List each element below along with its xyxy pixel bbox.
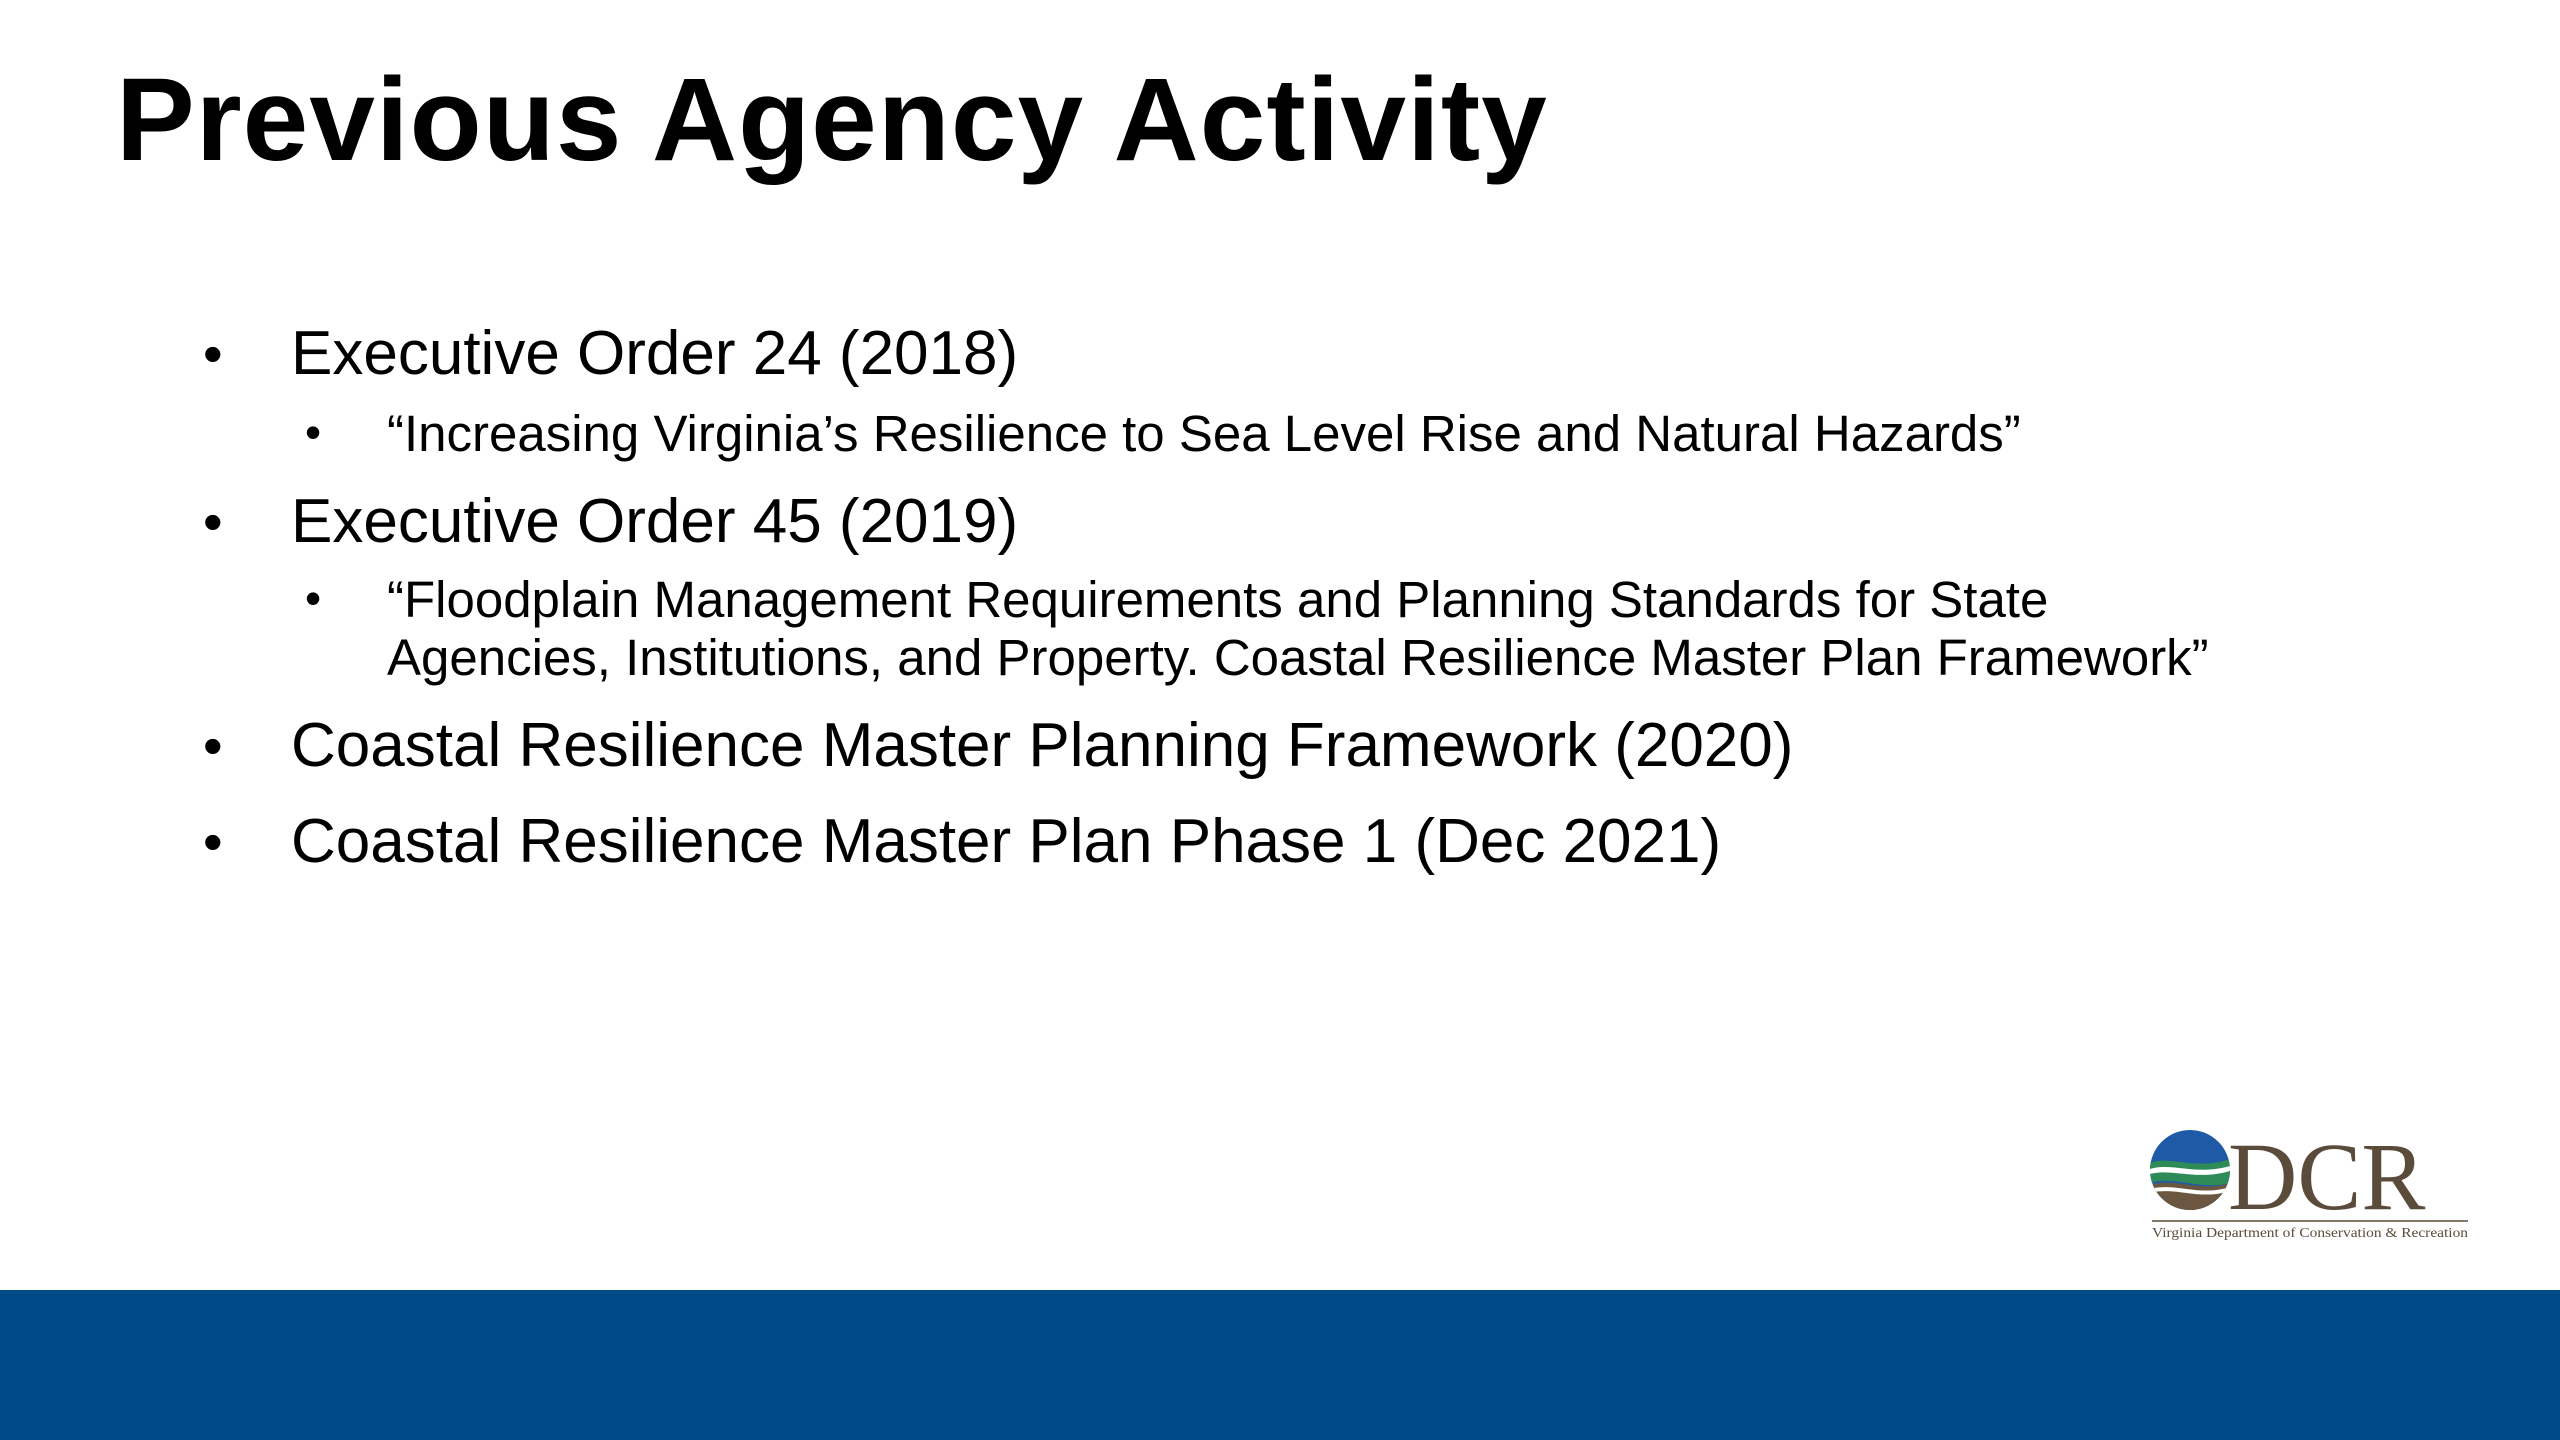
- bullet-item: [203, 710, 1794, 782]
- logo-tagline: Virginia Department of Conservation & Recreation: [2152, 1225, 2469, 1240]
- bullet-dot: •: [203, 322, 223, 385]
- bullet-text: Executive Order 45 (2019): [291, 487, 1019, 556]
- sub-bullet-dot: •: [305, 406, 322, 458]
- sub-bullet-dot: •: [305, 572, 322, 624]
- sub-bullet-text: “Increasing Virginia’s Resilience to Sea Level Rise and Natural Hazards”: [387, 405, 2021, 462]
- bullet-dot: •: [203, 490, 223, 553]
- bullet-dot: •: [203, 714, 223, 777]
- bullet-text: Coastal Resilience Master Plan Phase 1 (Dec 2021): [291, 807, 1722, 876]
- dcr-logo: [2150, 1125, 2470, 1245]
- logo-wordmark: DCR: [2228, 1125, 2426, 1230]
- sub-bullet-text: “Floodplain Management Requirements and Planning Standards for State: [387, 571, 2049, 628]
- bullet-text: Executive Order 24 (2018): [291, 319, 1019, 388]
- sub-bullet-item: [305, 571, 2049, 629]
- sub-bullet-item: [305, 405, 2021, 463]
- globe-earth: [2150, 1183, 2230, 1210]
- bullet-text: Coastal Resilience Master Planning Framework (2020): [291, 711, 1794, 780]
- bullet-item: [203, 486, 1019, 558]
- sub-bullet-continuation: [387, 629, 2209, 687]
- footer-bar: [0, 1290, 2560, 1440]
- bullet-item: [203, 318, 1019, 390]
- globe-icon: [2150, 1130, 2230, 1210]
- slide-title: Previous Agency Activity: [116, 54, 1548, 186]
- bullet-item: [203, 806, 1722, 878]
- sub-bullet-text: Agencies, Institutions, and Property. Coastal Resilience Master Plan Framework”: [387, 629, 2209, 686]
- bullet-dot: •: [203, 810, 223, 873]
